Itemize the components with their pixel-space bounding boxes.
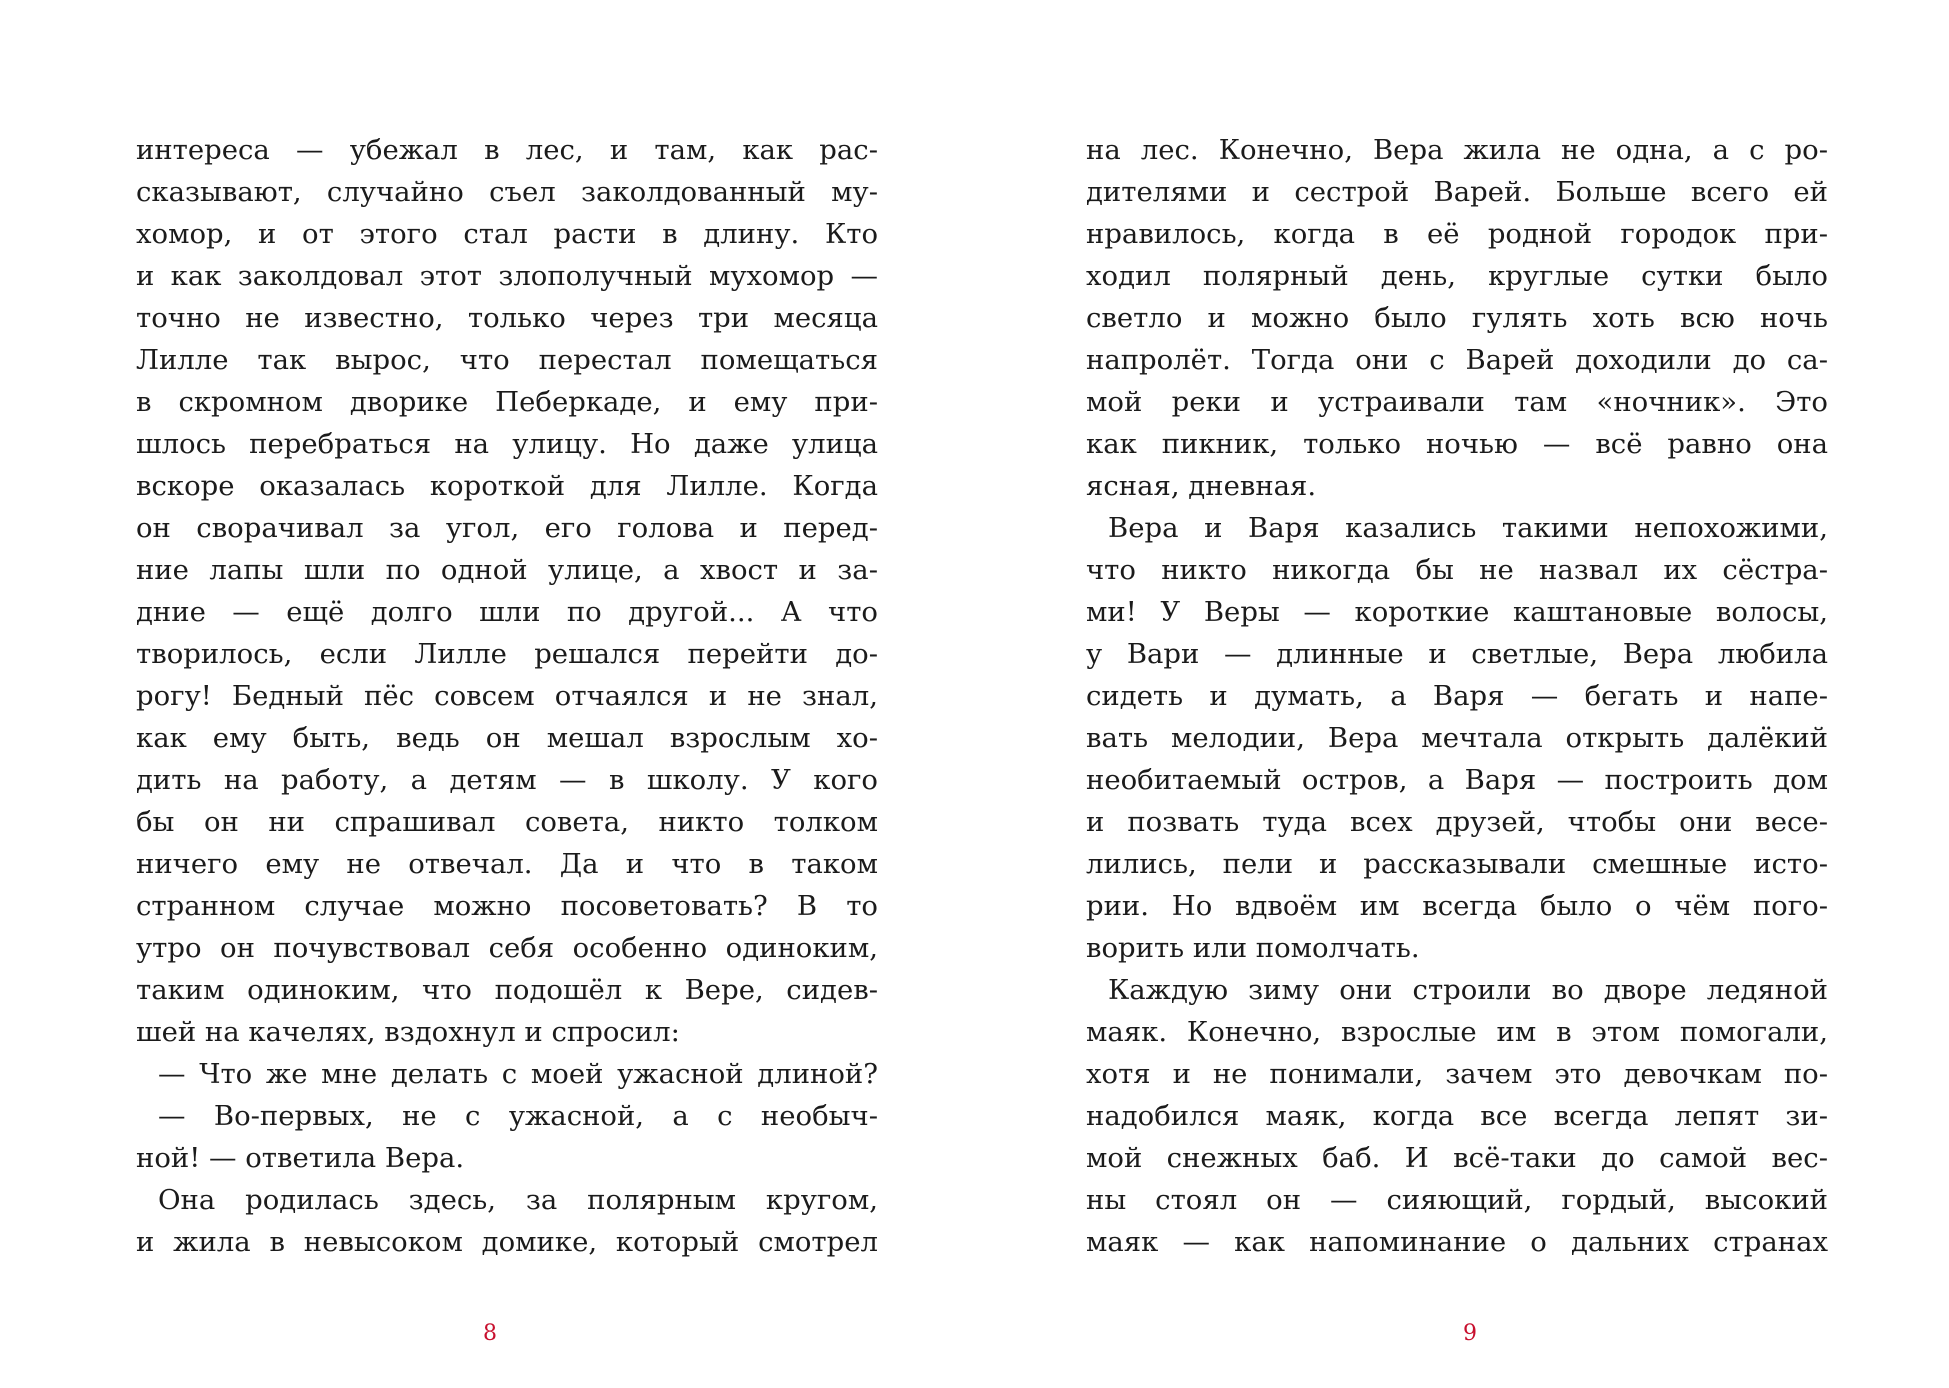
text-line: сказывают, случайно съел заколдованный му- — [136, 176, 878, 208]
text-line: ной! — ответила Вера. — [136, 1142, 465, 1174]
text-line: Лилле так вырос, что перестал помещаться — [136, 344, 878, 376]
text-line: Каждую зиму они строили во дворе ледяной — [1108, 974, 1828, 1006]
text-line: что никто никогда бы не назвал их сёстра- — [1086, 554, 1828, 586]
text-line: — Что же мне делать с моей ужасной длиной? — [158, 1058, 878, 1090]
text-line: шей на качелях, вздохнул и спросил: — [136, 1016, 680, 1048]
text-line: ясная, дневная. — [1086, 470, 1317, 502]
text-line: интереса — убежал в лес, и там, как рас- — [136, 134, 878, 166]
text-line: как ему быть, ведь он мешал взрослым хо- — [136, 722, 878, 754]
text-line: ничего ему не отвечал. Да и что в таком — [136, 848, 878, 880]
text-line: бы он ни спрашивал совета, никто толком — [136, 806, 878, 838]
text-line: и жила в невысоком домике, который смотрел — [136, 1226, 878, 1258]
text-line: дить на работу, а детям — в школу. У кого — [136, 764, 878, 796]
text-line: маяк — как напоминание о дальних странах — [1086, 1226, 1828, 1258]
text-line: на лес. Конечно, Вера жила не одна, а с ро- — [1086, 134, 1828, 166]
text-line: — Во-первых, не с ужасной, а с необыч- — [158, 1100, 878, 1132]
text-line: нравилось, когда в её родной городок при- — [1086, 218, 1828, 250]
text-line: хомор, и от этого стал расти в длину. Кто — [136, 218, 878, 250]
text-line: маяк. Конечно, взрослые им в этом помогали, — [1086, 1016, 1828, 1048]
text-line: ние лапы шли по одной улице, а хвост и за- — [136, 554, 878, 586]
page-number-right: 9 — [1463, 1321, 1477, 1346]
text-line: и позвать туда всех друзей, чтобы они весе- — [1086, 806, 1828, 838]
text-line: рии. Но вдвоём им всегда было о чём пого- — [1086, 890, 1828, 922]
text-line: рогу! Бедный пёс совсем отчаялся и не знал, — [136, 680, 878, 712]
text-line: мой снежных баб. И всё-таки до самой вес- — [1086, 1142, 1828, 1174]
text-line: хотя и не понимали, зачем это девочкам по- — [1086, 1058, 1828, 1090]
text-line: утро он почувствовал себя особенно одиноким, — [136, 932, 878, 964]
text-line: вать мелодии, Вера мечтала открыть далёкий — [1086, 722, 1828, 754]
text-line: сидеть и думать, а Варя — бегать и напе- — [1086, 680, 1828, 712]
text-line: странном случае можно посоветовать? В то — [136, 890, 878, 922]
text-line: и как заколдовал этот злополучный мухомор — — [136, 260, 878, 292]
text-line: ми! У Веры — короткие каштановые волосы, — [1086, 596, 1828, 628]
text-line: он сворачивал за угол, его голова и перед- — [136, 512, 878, 544]
text-line: точно не известно, только через три месяца — [136, 302, 878, 334]
text-line: Она родилась здесь, за полярным кругом, — [158, 1184, 878, 1216]
page-number-left: 8 — [483, 1321, 497, 1346]
left-page-text — [136, 129, 878, 1263]
text-line: в скромном дворике Пеберкаде, и ему при- — [136, 386, 878, 418]
text-line: вскоре оказалась короткой для Лилле. Когда — [136, 470, 878, 502]
text-line: лились, пели и рассказывали смешные исто- — [1086, 848, 1828, 880]
text-line: Вера и Варя казались такими непохожими, — [1108, 512, 1828, 544]
text-line: напролёт. Тогда они с Варей доходили до са- — [1086, 344, 1828, 376]
text-line: надобился маяк, когда все всегда лепят зи- — [1086, 1100, 1828, 1132]
text-line: дителями и сестрой Варей. Больше всего ей — [1086, 176, 1828, 208]
text-line: таким одиноким, что подошёл к Вере, сидев- — [136, 974, 878, 1006]
text-line: шлось перебраться на улицу. Но даже улица — [136, 428, 878, 460]
text-line: ны стоял он — сияющий, гордый, высокий — [1086, 1184, 1828, 1216]
text-line: творилось, если Лилле решался перейти до- — [136, 638, 878, 670]
text-line: светло и можно было гулять хоть всю ночь — [1086, 302, 1828, 334]
text-line: ходил полярный день, круглые сутки было — [1086, 260, 1828, 292]
text-line: дние — ещё долго шли по другой... А что — [136, 596, 878, 628]
text-line: мой реки и устраивали там «ночник». Это — [1086, 386, 1828, 418]
right-page-text — [1086, 129, 1828, 1263]
text-line: у Вари — длинные и светлые, Вера любила — [1086, 638, 1828, 670]
text-line: ворить или помолчать. — [1086, 932, 1420, 964]
text-line: как пикник, только ночью — всё равно она — [1086, 428, 1828, 460]
text-line: необитаемый остров, а Варя — построить дом — [1086, 764, 1828, 796]
